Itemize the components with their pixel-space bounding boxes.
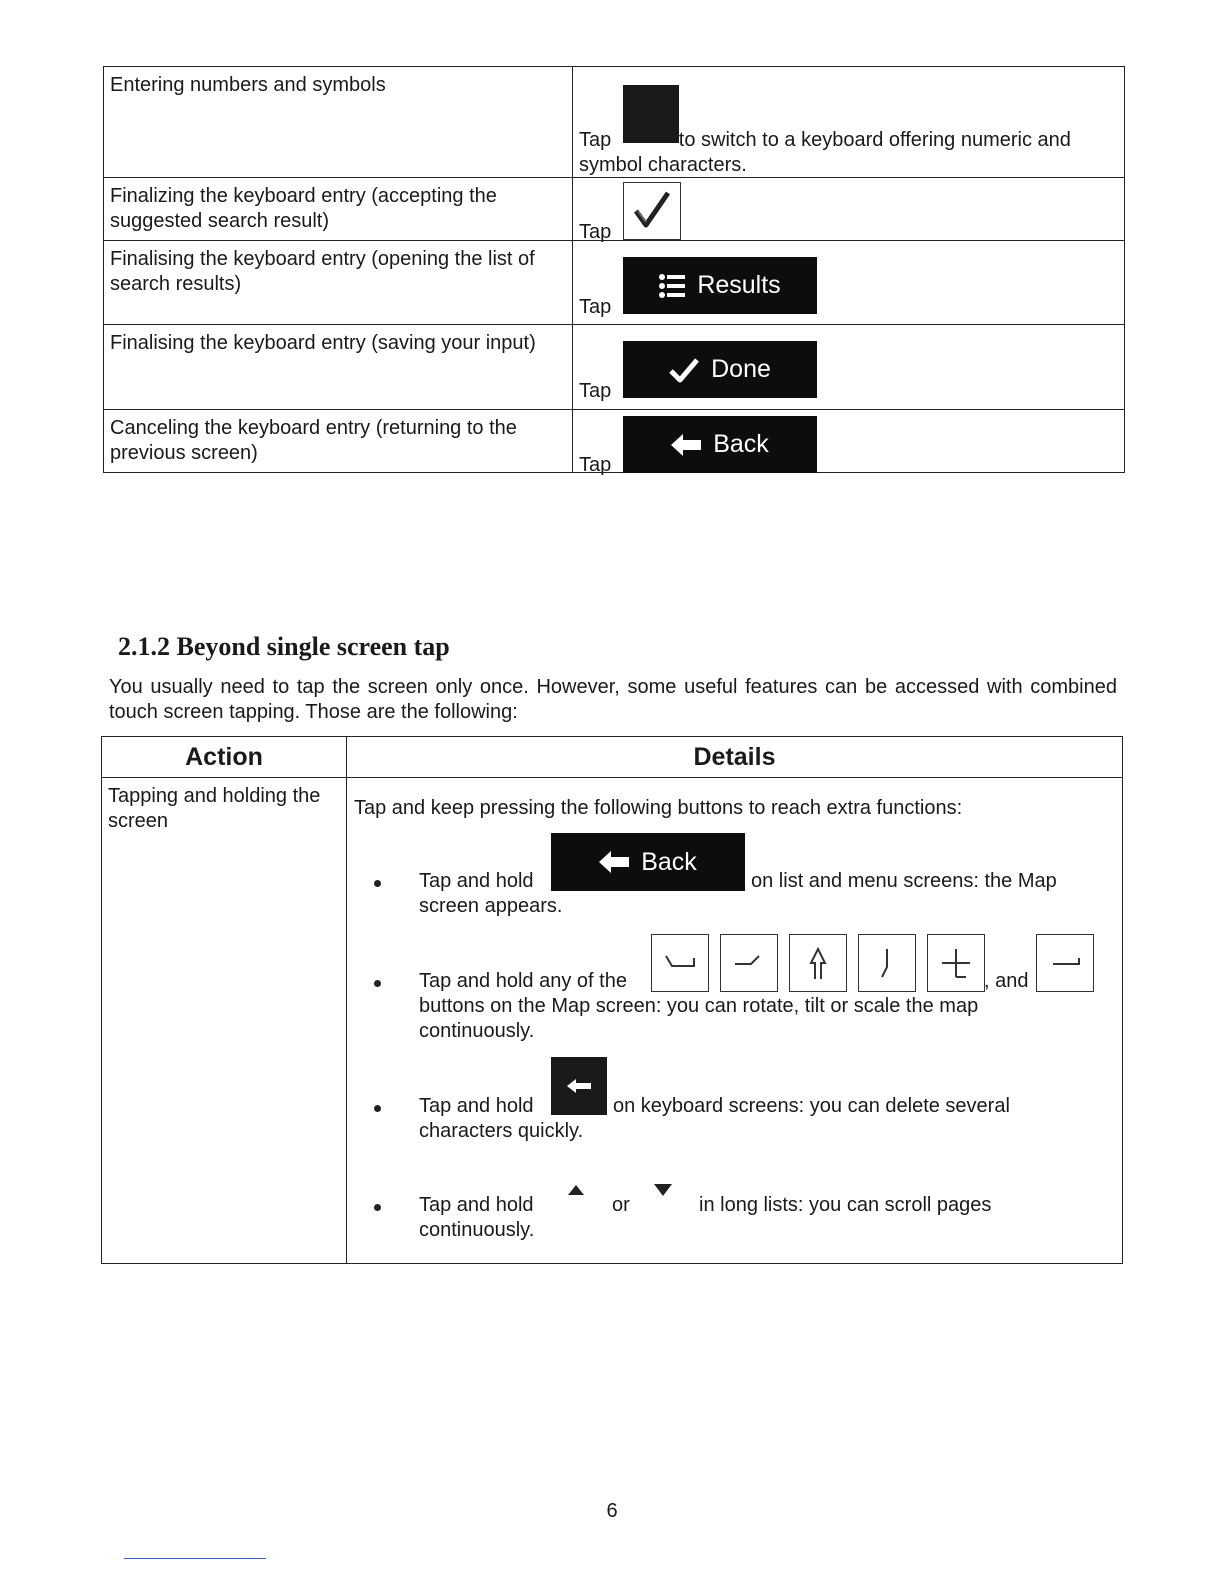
- table-row: [104, 178, 1125, 241]
- keyboard-actions-table: [103, 66, 1125, 476]
- action-cell: Finalizing the keyboard entry (accepting the suggested search result): [104, 178, 573, 241]
- zoom-in-icon: [938, 945, 974, 981]
- button-label: Back: [713, 430, 769, 458]
- header-action: Action: [102, 737, 347, 778]
- action-cell: Tapping and holding the screen: [102, 778, 347, 1264]
- table-row: [104, 67, 1125, 178]
- rotate-right-icon: [731, 952, 767, 974]
- bullet: [374, 1105, 381, 1112]
- scroll-up-button: [553, 1167, 599, 1213]
- zoom-in-button: [927, 934, 985, 992]
- results-button: [623, 257, 817, 314]
- bullet-text: or: [612, 1194, 630, 1216]
- table-row: [102, 778, 1123, 1264]
- tilt-up-icon: [803, 945, 833, 981]
- action-cell: Entering numbers and symbols: [104, 67, 573, 178]
- bullet: [374, 1204, 381, 1211]
- tap-label: Tap: [579, 296, 612, 318]
- button-label: Done: [711, 355, 771, 383]
- checkmark-icon: [632, 189, 672, 233]
- bullet-text: Tap and hold: [419, 1095, 534, 1117]
- details-cell: [573, 325, 1125, 410]
- table-row: [104, 325, 1125, 410]
- back-arrow-icon: [599, 851, 629, 873]
- done-button: [623, 341, 817, 398]
- bullet-text: Tap and hold any of the: [419, 970, 627, 992]
- details-intro: Tap and keep pressing the following buttons to reach extra functions:: [354, 797, 963, 819]
- details-cell: [573, 241, 1125, 325]
- bullet-text: continuously.: [419, 1020, 535, 1042]
- bullet-text: screen appears.: [419, 895, 563, 917]
- backspace-icon: [567, 1079, 591, 1093]
- bullet-text: Tap and hold: [419, 1194, 534, 1216]
- details-text: to switch to a keyboard offering numeric and symbol characters.: [579, 129, 1071, 176]
- action-cell: Finalising the keyboard entry (saving your input): [104, 325, 573, 410]
- rotate-left-button: [651, 934, 709, 992]
- tilt-down-button: [858, 934, 916, 992]
- bullet-text: buttons on the Map screen: you can rotate, tilt or scale the map: [419, 995, 979, 1017]
- tap-label: Tap: [579, 380, 612, 402]
- bullet-text: , and: [984, 970, 1029, 992]
- bullet-text: continuously.: [419, 1219, 535, 1241]
- bullet-text: Tap and hold: [419, 870, 534, 892]
- touch-actions-table: [101, 736, 1123, 1264]
- details-cell: [347, 778, 1123, 1264]
- bullet-text: in long lists: you can scroll pages: [699, 1194, 992, 1216]
- bullet: [374, 880, 381, 887]
- rotate-right-button: [720, 934, 778, 992]
- section-heading: 2.1.2 Beyond single screen tap: [118, 632, 450, 661]
- list-icon: [659, 273, 685, 299]
- tilt-down-icon: [872, 945, 902, 981]
- section-intro: You usually need to tap the screen only once. However, some useful features can be accessed with combined touch screen tapping. Those are the following:: [109, 676, 1117, 723]
- button-label: Results: [697, 271, 781, 299]
- zoom-out-icon: [1047, 952, 1083, 974]
- backspace-button: [551, 1057, 607, 1115]
- details-cell: [573, 410, 1125, 476]
- up-arrow-icon: [568, 1185, 584, 1195]
- zoom-out-button: [1036, 934, 1094, 992]
- back-arrow-icon: [671, 434, 701, 456]
- rotate-left-icon: [662, 952, 698, 974]
- footnote-rule: [124, 1558, 266, 1559]
- bullet-text: characters quickly.: [419, 1120, 584, 1142]
- bullet-text: on list and menu screens: the Map: [751, 870, 1057, 892]
- table-header-row: [102, 737, 1123, 778]
- action-cell: Finalising the keyboard entry (opening the list of search results): [104, 241, 573, 325]
- back-button: [551, 833, 745, 891]
- header-details: Details: [347, 737, 1123, 778]
- back-button: [623, 416, 817, 473]
- table-row: [104, 410, 1125, 473]
- check-icon: [669, 357, 699, 383]
- action-cell: Canceling the keyboard entry (returning to the previous screen): [104, 410, 573, 473]
- bullet: [374, 980, 381, 987]
- tap-label: Tap: [579, 454, 612, 476]
- accept-checkmark-button: [623, 182, 681, 240]
- table-row: [104, 241, 1125, 325]
- tap-label: Tap: [579, 221, 612, 243]
- scroll-down-button: [640, 1167, 686, 1213]
- details-cell: [573, 178, 1125, 241]
- bullet-text: on keyboard screens: you can delete several: [613, 1095, 1010, 1117]
- page-number: 6: [606, 1500, 618, 1522]
- tap-label: Tap: [579, 129, 612, 151]
- down-arrow-icon: [654, 1184, 672, 1196]
- button-label: Back: [641, 847, 697, 876]
- details-cell: [573, 67, 1125, 178]
- tilt-up-button: [789, 934, 847, 992]
